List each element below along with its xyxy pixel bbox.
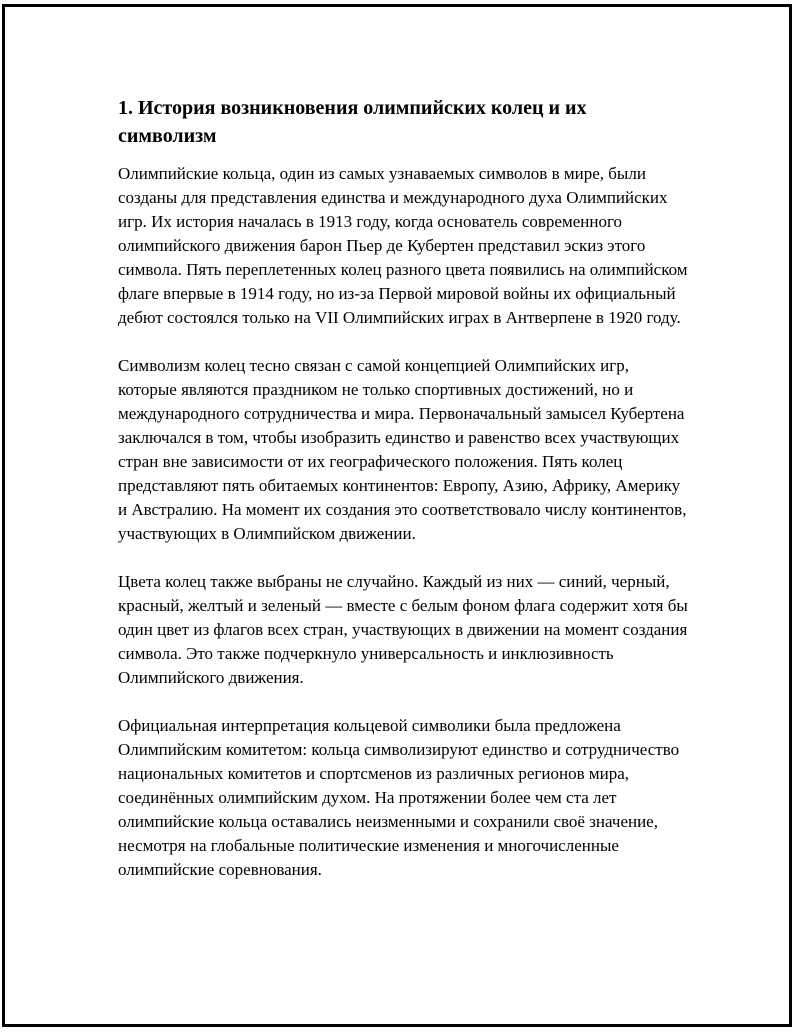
paragraph-symbolism: Символизм колец тесно связан с самой концепцией Олимпийских игр, которые являются праздником не только спортивных достижений, но и международного сотрудничества и мира. Первоначальный замысел Кубертена заключался в том, чтобы изобразить единство и равенство всех участвующих стран вне зависимости от их географического положения. Пять колец представляют пять обитаемых континентов: Европу, Азию, Африку, Америку и Австралию. На момент их создания это соответствовало числу континентов, участвующих в Олимпийском движении.: [118, 356, 687, 543]
document-title: 1. История возникновения олимпийских колец и их символизм: [118, 97, 587, 147]
paragraph-colors: Цвета колец также выбраны не случайно. Каждый из них — синий, черный, красный, желтый и зеленый — вместе с белым фоном флага содержит хотя бы один цвет из флагов всех стран, участвующих в движении на момент создания символа. Это также подчеркнуло универсальность и инклюзивность Олимпийского движения.: [118, 572, 688, 687]
document-body: [118, 94, 688, 906]
paragraph-history: Олимпийские кольца, один из самых узнаваемых символов в мире, были созданы для представления единства и международного духа Олимпийских игр. Их история началась в 1913 году, когда основатель современного олимпийского движения барон Пьер де Кубертен представил эскиз этого символа. Пять переплетенных колец разного цвета появились на олимпийском флаге впервые в 1914 году, но из-за Первой мировой войны их официальный дебют состоялся только на VII Олимпийских играх в Антверпене в 1920 году.: [118, 164, 688, 327]
paragraph-interpretation: Официальная интерпретация кольцевой символики была предложена Олимпийским комитетом: кольца символизируют единство и сотрудничество национальных комитетов и спортсменов из различных регионов мира, соединённых олимпийским духом. На протяжении более чем ста лет олимпийские кольца оставались неизменными и сохранили своё значение, несмотря на глобальные политические изменения и многочисленные олимпийские соревнования.: [118, 716, 680, 879]
